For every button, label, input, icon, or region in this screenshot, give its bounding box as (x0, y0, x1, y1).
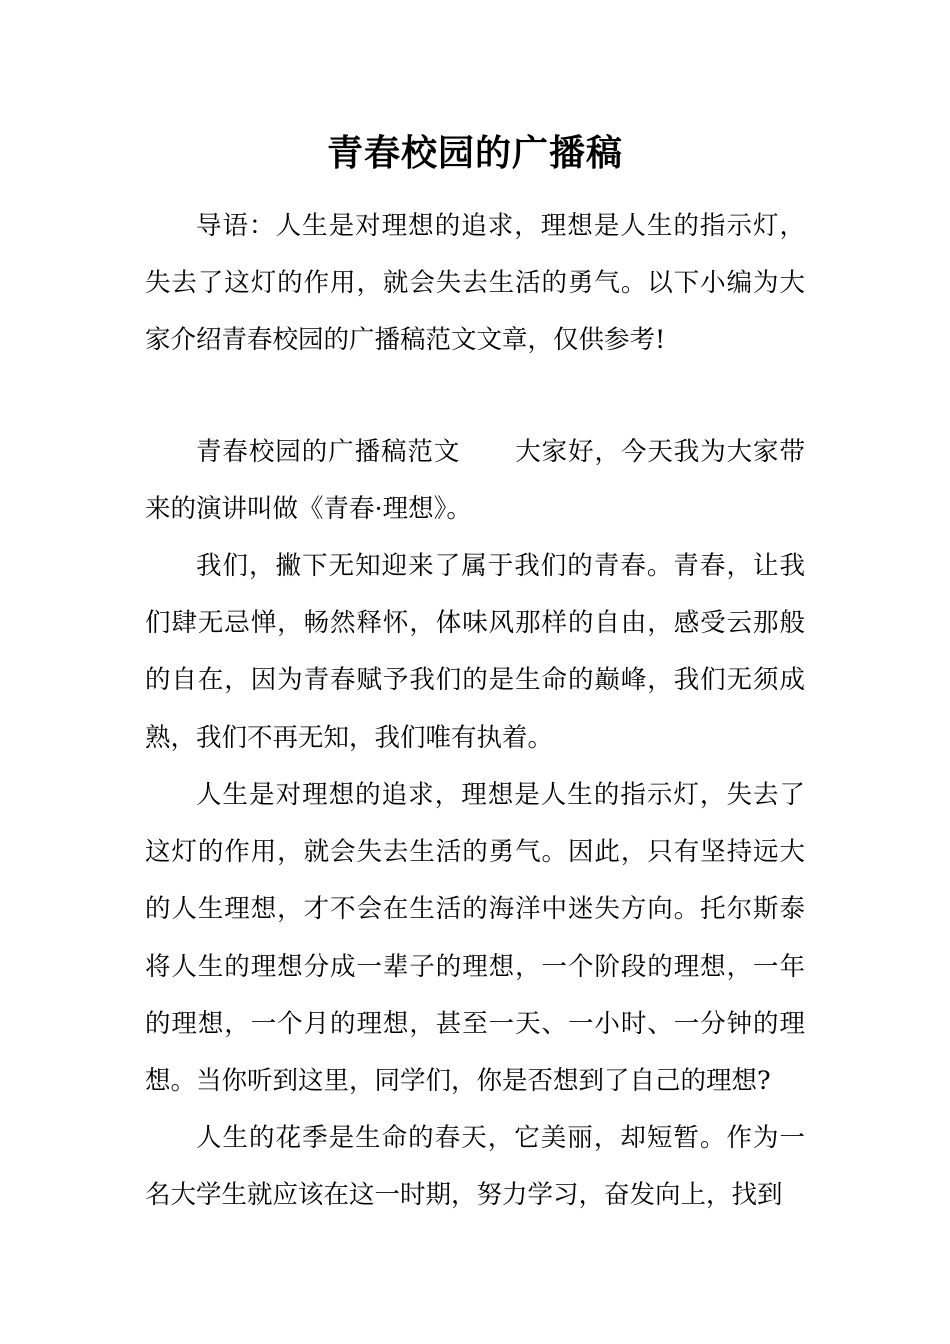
paragraph-1 (145, 424, 805, 538)
paragraph-3: 人生是对理想的追求，理想是人生的指示灯，失去了这灯的作用，就会失去生活的勇气。因此，只有坚持远大的人生理想，才不会在生活的海洋中迷失方向。托尔斯泰将人生的理想分成一辈子的理想，一个阶段的理想，一年的理想，一个月的理想，甚至一天、一小时、一分钟的理想。当你听到这里，同学们，你是否想到了自己的理想? (145, 780, 805, 1097)
paragraph-4: 人生的花季是生命的春天，它美丽，却短暂。作为一名大学生就应该在这一时期，努力学习，奋发向上，找到 (145, 1123, 805, 1211)
paragraph-1-text: 大家好，今天我为大家带来的演讲叫做《青春·理想》。 (145, 437, 805, 525)
document-title: 青春校园的广播稿 (326, 132, 623, 174)
intro-paragraph: 导语：人生是对理想的追求，理想是人生的指示灯，失去了这灯的作用，就会失去生活的勇气。以下小编为大家介绍青春校园的广播稿范文文章，仅供参考! (145, 211, 805, 356)
paragraph-2: 我们，撇下无知迎来了属于我们的青春。青春，让我们肆无忌惮，畅然释怀，体味风那样的自由，感受云那般的自在，因为青春赋予我们的是生命的巅峰，我们无须成熟，我们不再无知，我们唯有执着。 (145, 551, 805, 753)
section-heading: 青春校园的广播稿范文 (196, 437, 461, 467)
